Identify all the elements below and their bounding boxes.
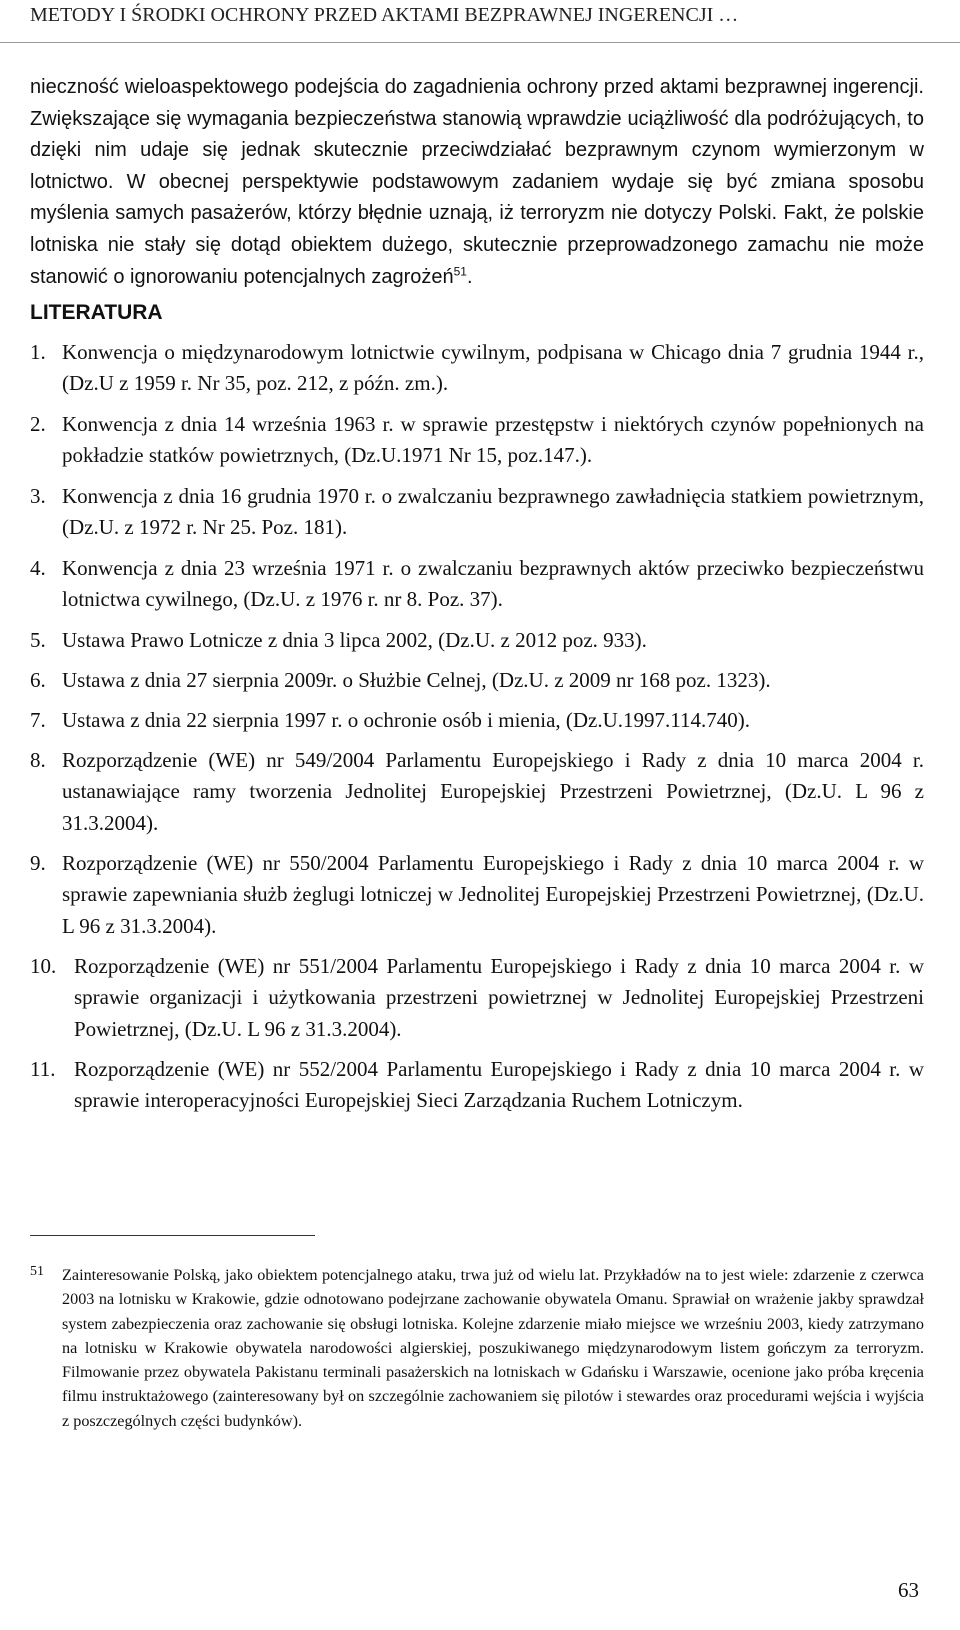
bibliography-item	[30, 745, 924, 839]
bibliography-item	[30, 553, 924, 616]
bibliography-item	[30, 665, 924, 696]
running-header: METODY I ŚRODKI OCHRONY PRZED AKTAMI BEZPRAWNEJ INGERENCJI …	[30, 4, 739, 26]
bibliography-item-text: Konwencja z dnia 16 grudnia 1970 r. o zwalczaniu bezprawnego zawładnięcia statkiem powietrznym, (Dz.U. z 1972 r. Nr 25. Poz. 181).	[62, 484, 924, 540]
bibliography-item-number: 6.	[30, 668, 46, 692]
bibliography-item-number: 10.	[30, 954, 57, 978]
bibliography-item-number: 2.	[30, 412, 46, 436]
bibliography-item-text: Rozporządzenie (WE) nr 550/2004 Parlamentu Europejskiego i Rady z dnia 10 marca 2004 r. w sprawie zapewniania służb żeglugi lotniczej w Jednolitej Europejskiej Przestrzeni Powietrznej, (Dz.U. L 96 z 31.3.2004).	[62, 851, 924, 938]
page-number: 63	[898, 1578, 919, 1602]
footnote	[30, 1263, 924, 1433]
bibliography-item-number: 7.	[30, 708, 46, 732]
footnote-number: 51	[30, 1264, 44, 1279]
footnote-reference[interactable]: 51	[453, 263, 467, 278]
bibliography-item-text: Rozporządzenie (WE) nr 549/2004 Parlamentu Europejskiego i Rady z dnia 10 marca 2004 r. ustanawiające ramy tworzenia Jednolitej Europejskiej Przestrzeni Powietrznej, (Dz.U. L 96 z 31.3.2004).	[62, 748, 924, 835]
bibliography-item	[30, 1054, 924, 1117]
bibliography-item-number: 9.	[30, 851, 46, 875]
bibliography-item	[30, 337, 924, 400]
body-paragraph-end: .	[466, 265, 473, 288]
bibliography-item-text: Ustawa z dnia 27 sierpnia 2009r. o Służbie Celnej, (Dz.U. z 2009 nr 168 poz. 1323).	[62, 668, 771, 692]
bibliography-item	[30, 409, 924, 472]
bibliography-item-number: 1.	[30, 340, 46, 364]
bibliography-item-text: Konwencja o międzynarodowym lotnictwie cywilnym, podpisana w Chicago dnia 7 grudnia 1944 r., (Dz.U z 1959 r. Nr 35, poz. 212, z późn. zm.).	[62, 340, 924, 396]
body-paragraph-text: nieczność wieloaspektowego podejścia do zagadnienia ochrony przed aktami bezprawnej ingerencji. Zwiększające się wymagania bezpieczeństwa stanowią wprawdzie uciążliwość dla podróżujących, to dzięki nim udaje się jednak skutecznie przeciwdziałać bezprawnym czynom wymierzonym w lotnictwo. W obecnej perspektywie podstawowym zadaniem wydaje się być zmiana sposobu myślenia samych pasażerów, którzy błędnie uznają, iż terroryzm nie dotyczy Polski. Fakt, że polskie lotniska nie stały się dotąd obiektem dużego, skutecznie przeprowadzonego zamachu nie może stanowić o ignorowaniu potencjalnych zagrożeń	[30, 76, 924, 288]
bibliography-item-number: 4.	[30, 556, 46, 580]
bibliography-item-number: 11.	[30, 1057, 56, 1081]
bibliography-item-text: Rozporządzenie (WE) nr 552/2004 Parlamentu Europejskiego i Rady z dnia 10 marca 2004 r. w sprawie interoperacyjności Europejskiej Sieci Zarządzania Ruchem Lotniczym.	[74, 1057, 924, 1113]
bibliography-item-text: Ustawa z dnia 22 sierpnia 1997 r. o ochronie osób i mienia, (Dz.U.1997.114.740).	[62, 708, 750, 732]
bibliography-item	[30, 848, 924, 942]
bibliography-item	[30, 951, 924, 1045]
bibliography-item-number: 3.	[30, 484, 46, 508]
footnote-text: Zainteresowanie Polską, jako obiektem potencjalnego ataku, trwa już od wielu lat. Przykładów na to jest wiele: zdarzenie z czerwca 2003 na lotnisku w Krakowie, gdzie odnotowano podejrzane zachowanie obywatela Omanu. Sprawiał on wrażenie jakby sprawdzał system zabezpieczenia oraz zachowanie się obsługi lotniska. Kolejne zdarzenie miało miejsce we wrześniu 2003, kiedy zatrzymano na lotnisku w Krakowie obywatela narodowości algierskiej, poszukiwanego międzynarodowym listem gończym za terroryzm. Filmowanie przez obywatela Pakistanu terminali pasażerskich na lotniskach w Gdańsku i Warszawie, ocenione jako próba kręcenia filmu instruktażowego (zainteresowany był on szczególnie zachowaniem się pilotów i stewardes oraz procedurami wejścia i wyjścia z poszczególnych części budynków).	[62, 1266, 924, 1430]
bibliography-item-text: Ustawa Prawo Lotnicze z dnia 3 lipca 2002, (Dz.U. z 2012 poz. 933).	[62, 628, 647, 652]
bibliography-item-text: Konwencja z dnia 23 września 1971 r. o zwalczaniu bezprawnych aktów przeciwko bezpieczeństwu lotnictwa cywilnego, (Dz.U. z 1976 r. nr 8. Poz. 37).	[62, 556, 924, 612]
header-divider	[0, 42, 960, 43]
literature-heading: LITERATURA	[30, 301, 163, 324]
bibliography-item-text: Konwencja z dnia 14 września 1963 r. w sprawie przestępstw i niektórych czynów popełnionych na pokładzie statków powietrznych, (Dz.U.1971 Nr 15, poz.147.).	[62, 412, 924, 468]
bibliography-item-number: 5.	[30, 628, 46, 652]
footnote-divider	[30, 1235, 315, 1236]
bibliography-item	[30, 705, 924, 736]
body-paragraph	[30, 72, 924, 293]
bibliography-item	[30, 625, 924, 656]
bibliography-item-text: Rozporządzenie (WE) nr 551/2004 Parlamentu Europejskiego i Rady z dnia 10 marca 2004 r. w sprawie organizacji i użytkowania przestrzeni powietrznej w Jednolitej Europejskiej Przestrzeni Powietrznej, (Dz.U. L 96 z 31.3.2004).	[74, 954, 924, 1041]
bibliography-item-number: 8.	[30, 748, 46, 772]
bibliography-item	[30, 481, 924, 544]
